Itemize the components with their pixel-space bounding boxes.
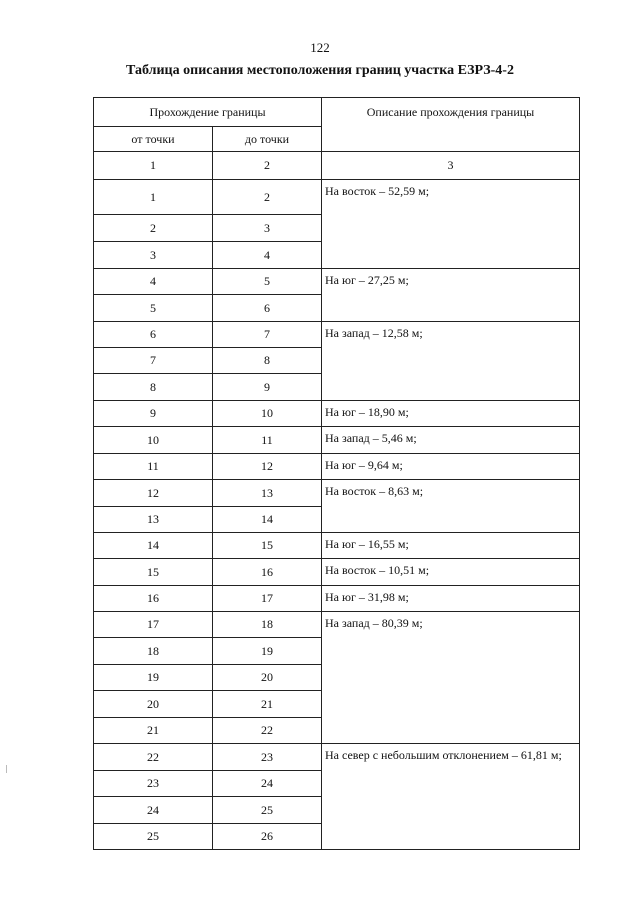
table-row xyxy=(94,269,580,295)
to-point-cell: 8 xyxy=(213,348,322,374)
from-point-cell: 22 xyxy=(94,744,213,771)
table-row xyxy=(94,559,580,586)
to-point-cell: 2 xyxy=(213,180,322,215)
to-point-cell: 6 xyxy=(213,295,322,322)
from-point-cell: 6 xyxy=(94,322,213,348)
from-point-cell: 23 xyxy=(94,771,213,797)
table-row xyxy=(94,180,580,215)
to-point-cell: 16 xyxy=(213,559,322,586)
to-point-cell: 9 xyxy=(213,374,322,401)
from-point-cell: 17 xyxy=(94,612,213,638)
to-point-cell: 15 xyxy=(213,533,322,559)
from-point-cell: 1 xyxy=(94,180,213,215)
from-point-cell: 4 xyxy=(94,269,213,295)
description-header: Описание прохождения границы xyxy=(322,98,580,152)
description-cell: На запад – 80,39 м; xyxy=(322,612,580,744)
column-number: 2 xyxy=(213,152,322,180)
to-point-cell: 24 xyxy=(213,771,322,797)
from-point-cell: 19 xyxy=(94,665,213,691)
to-point-cell: 12 xyxy=(213,454,322,480)
from-point-cell: 10 xyxy=(94,427,213,454)
from-point-header: от точки xyxy=(94,127,213,152)
from-point-cell: 9 xyxy=(94,401,213,427)
description-cell: На север с небольшим отклонением – 61,81 м; xyxy=(322,744,580,850)
from-point-cell: 20 xyxy=(94,691,213,718)
from-point-cell: 2 xyxy=(94,215,213,242)
table-row xyxy=(94,322,580,348)
to-point-cell: 4 xyxy=(213,242,322,269)
to-point-cell: 26 xyxy=(213,824,322,850)
from-point-cell: 13 xyxy=(94,507,213,533)
from-point-cell: 24 xyxy=(94,797,213,824)
to-point-cell: 7 xyxy=(213,322,322,348)
from-point-cell: 14 xyxy=(94,533,213,559)
boundary-table xyxy=(93,97,580,850)
description-cell: На юг – 9,64 м; xyxy=(322,454,580,480)
table-row xyxy=(94,533,580,559)
description-cell: На юг – 31,98 м; xyxy=(322,586,580,612)
to-point-cell: 13 xyxy=(213,480,322,507)
from-point-cell: 18 xyxy=(94,638,213,665)
to-point-cell: 19 xyxy=(213,638,322,665)
table-row xyxy=(94,427,580,454)
to-point-header: до точки xyxy=(213,127,322,152)
table-row xyxy=(94,586,580,612)
to-point-cell: 21 xyxy=(213,691,322,718)
description-cell: На запад – 12,58 м; xyxy=(322,322,580,401)
table-row xyxy=(94,454,580,480)
to-point-cell: 20 xyxy=(213,665,322,691)
scan-edge-mark xyxy=(6,765,7,773)
to-point-cell: 17 xyxy=(213,586,322,612)
header-row xyxy=(94,98,580,127)
table-row xyxy=(94,744,580,771)
page-title: Таблица описания местоположения границ участка ЕЗРЗ-4-2 xyxy=(126,63,514,78)
to-point-cell: 25 xyxy=(213,797,322,824)
description-cell: На юг – 18,90 м; xyxy=(322,401,580,427)
from-point-cell: 11 xyxy=(94,454,213,480)
description-cell: На восток – 8,63 м; xyxy=(322,480,580,533)
to-point-cell: 14 xyxy=(213,507,322,533)
passage-header: Прохождение границы xyxy=(94,98,322,127)
description-cell: На юг – 27,25 м; xyxy=(322,269,580,322)
to-point-cell: 10 xyxy=(213,401,322,427)
description-cell: На восток – 52,59 м; xyxy=(322,180,580,269)
from-point-cell: 15 xyxy=(94,559,213,586)
table-row xyxy=(94,401,580,427)
to-point-cell: 3 xyxy=(213,215,322,242)
to-point-cell: 22 xyxy=(213,718,322,744)
from-point-cell: 8 xyxy=(94,374,213,401)
description-cell: На юг – 16,55 м; xyxy=(322,533,580,559)
table-row xyxy=(94,480,580,507)
column-number-row xyxy=(94,152,580,180)
from-point-cell: 25 xyxy=(94,824,213,850)
description-cell: На восток – 10,51 м; xyxy=(322,559,580,586)
page-number: 122 xyxy=(310,40,330,55)
to-point-cell: 5 xyxy=(213,269,322,295)
to-point-cell: 11 xyxy=(213,427,322,454)
description-cell: На запад – 5,46 м; xyxy=(322,427,580,454)
to-point-cell: 18 xyxy=(213,612,322,638)
from-point-cell: 5 xyxy=(94,295,213,322)
from-point-cell: 7 xyxy=(94,348,213,374)
from-point-cell: 12 xyxy=(94,480,213,507)
column-number: 1 xyxy=(94,152,213,180)
from-point-cell: 3 xyxy=(94,242,213,269)
from-point-cell: 21 xyxy=(94,718,213,744)
column-number: 3 xyxy=(322,152,580,180)
from-point-cell: 16 xyxy=(94,586,213,612)
to-point-cell: 23 xyxy=(213,744,322,771)
table-row xyxy=(94,612,580,638)
